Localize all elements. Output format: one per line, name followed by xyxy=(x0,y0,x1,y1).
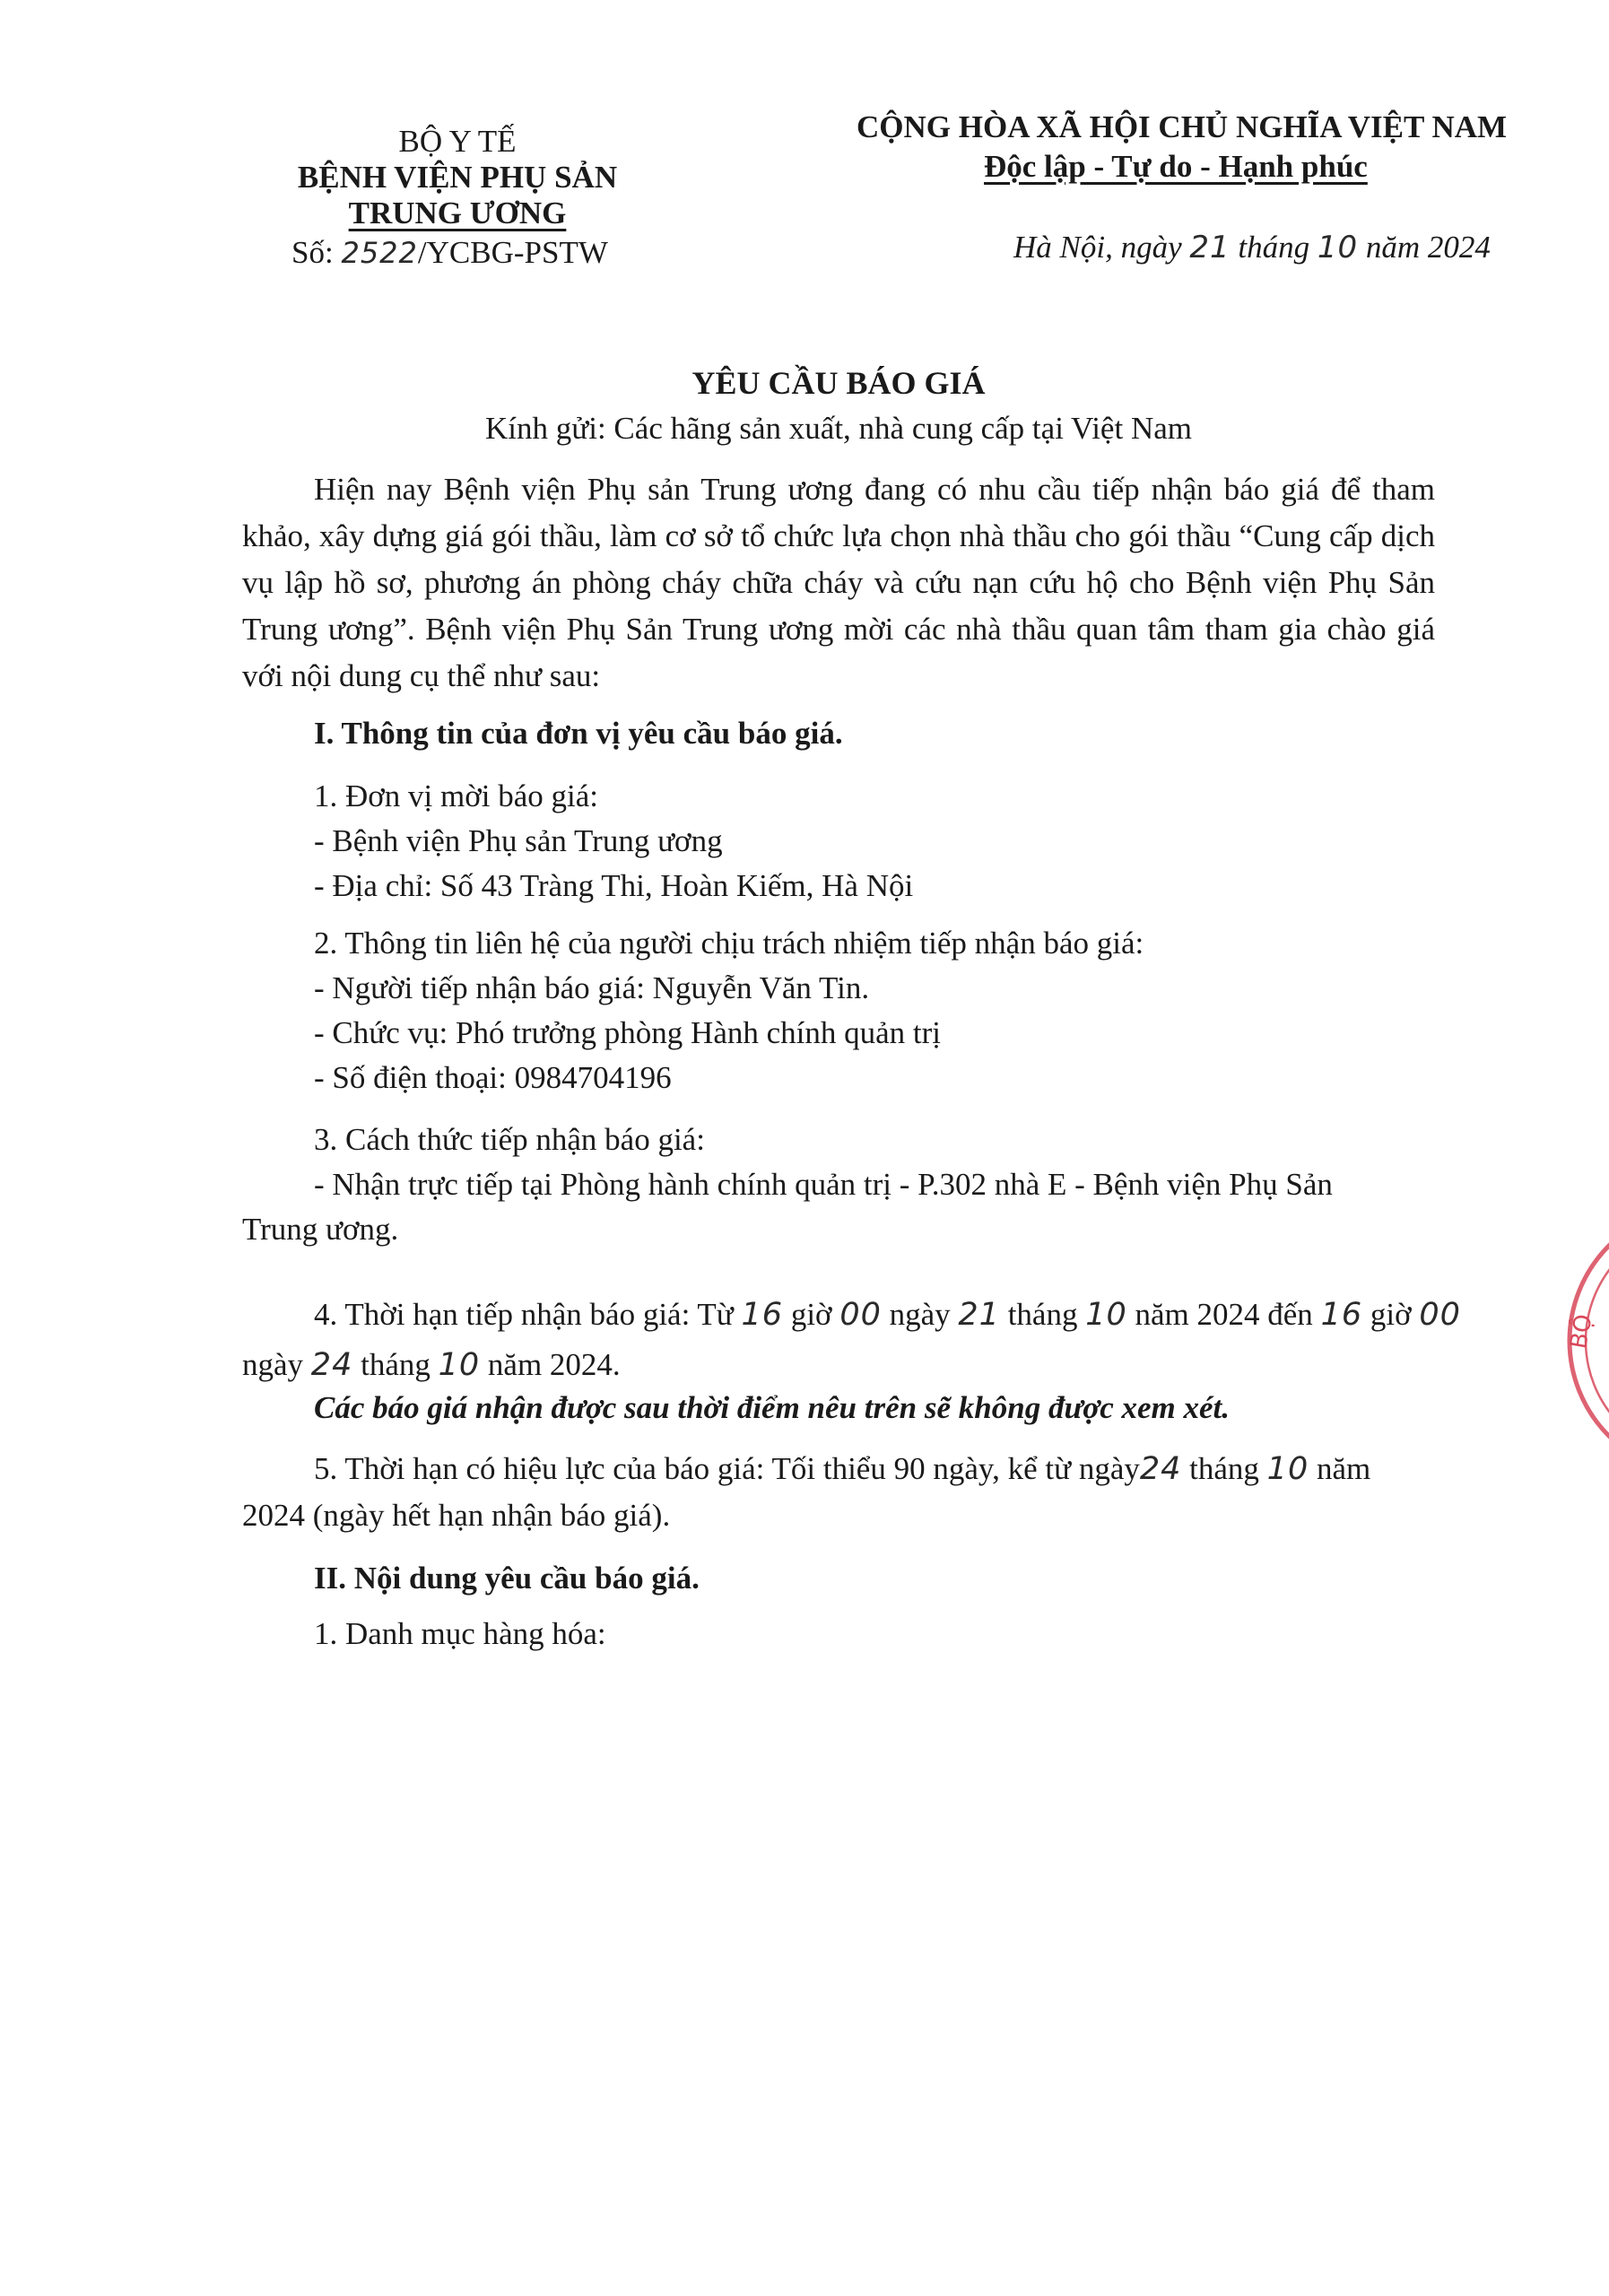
item5-handwritten: 10 xyxy=(1266,1451,1309,1487)
section1-item2-line: - Người tiếp nhận báo giá: Nguyễn Văn Tin. xyxy=(314,970,870,1005)
section1-item1-label: 1. Đơn vị mời báo giá: xyxy=(314,778,598,813)
item4-handwritten: 00 xyxy=(839,1297,882,1333)
doc-number-suffix: /YCBG-PSTW xyxy=(417,235,608,270)
date-year-label: năm 2024 xyxy=(1365,230,1491,265)
official-stamp xyxy=(1525,1202,1609,1480)
date-prefix: Hà Nội, ngày xyxy=(1013,230,1182,265)
date-day-handwritten: 21 xyxy=(1189,230,1231,265)
section1-item5-line1 xyxy=(314,1446,1370,1492)
item4-text: năm 2024. xyxy=(487,1347,621,1382)
item5-text: 5. Thời hạn có hiệu lực của báo giá: Tối thiểu 90 ngày, kể từ ngày xyxy=(314,1451,1140,1486)
date-month-handwritten: 10 xyxy=(1317,230,1359,265)
section1-item2-line: - Chức vụ: Phó trưởng phòng Hành chính quản trị xyxy=(314,1015,942,1050)
item5-handwritten: 24 xyxy=(1139,1451,1182,1487)
section2-item1-label: 1. Danh mục hàng hóa: xyxy=(314,1616,606,1651)
item4-handwritten: 10 xyxy=(438,1347,481,1383)
document-date xyxy=(1013,230,1491,265)
section1-item4-line1 xyxy=(314,1292,1461,1338)
item4-text: ngày xyxy=(889,1297,951,1332)
section1-item3-line1: - Nhận trực tiếp tại Phòng hành chính quản trị - P.302 nhà E - Bệnh viện Phụ Sản xyxy=(314,1167,1333,1202)
item4-text: giờ xyxy=(1370,1297,1412,1332)
stamp-text: BỘ xyxy=(1565,1312,1598,1352)
item4-handwritten: 21 xyxy=(958,1297,1000,1333)
item4-text: tháng xyxy=(361,1347,431,1382)
intro-paragraph: Hiện nay Bệnh viện Phụ sản Trung ương đang có nhu cầu tiếp nhận báo giá để tham khảo, xây dựng giá gói thầu, làm cơ sở tổ chức lựa chọn nhà thầu cho gói thầu “Cung cấp dịch vụ lập hồ sơ, phương án phòng cháy chữa cháy và cứu nạn cứu hộ cho Bệnh viện Phụ Sản Trung ương”. Bệnh viện Phụ Sản Trung ương mời các nhà thầu quan tâm tham gia chào giá với nội dung cụ thể như sau: xyxy=(242,472,1435,693)
section1-item4-note: Các báo giá nhận được sau thời điểm nêu trên sẽ không được xem xét. xyxy=(314,1390,1230,1425)
item4-handwritten: 24 xyxy=(310,1347,353,1383)
item5-text: tháng xyxy=(1189,1451,1259,1486)
item4-text: năm 2024 đến xyxy=(1135,1297,1313,1332)
section1-item2-label: 2. Thông tin liên hệ của người chịu trách nhiệm tiếp nhận báo giá: xyxy=(314,926,1144,961)
recipient-line: Kính gửi: Các hãng sản xuất, nhà cung cấp tại Việt Nam xyxy=(485,411,1192,446)
document-title: YÊU CẦU BÁO GIÁ xyxy=(691,365,986,401)
section1-item4-line2 xyxy=(242,1342,621,1388)
item4-text: ngày xyxy=(242,1347,304,1382)
country-name: CỘNG HÒA XÃ HỘI CHỦ NGHĨA VIỆT NAM xyxy=(857,109,1508,144)
section1-item5-line2: 2024 (ngày hết hạn nhận báo giá). xyxy=(242,1498,671,1533)
item5-text: năm xyxy=(1316,1451,1371,1486)
item4-text: 4. Thời hạn tiếp nhận báo giá: Từ xyxy=(314,1297,734,1332)
hospital-name-line1: BỆNH VIỆN PHỤ SẢN xyxy=(297,160,618,195)
national-motto: Độc lập - Tự do - Hạnh phúc xyxy=(984,149,1368,184)
doc-number-handwritten: 2522 xyxy=(341,236,418,270)
date-month-label: tháng xyxy=(1238,230,1310,265)
section1-heading: I. Thông tin của đơn vị yêu cầu báo giá. xyxy=(314,716,843,751)
item4-handwritten: 00 xyxy=(1419,1297,1461,1333)
section1-item2-line: - Số điện thoại: 0984704196 xyxy=(314,1060,672,1095)
section1-item1-line: - Bệnh viện Phụ sản Trung ương xyxy=(314,823,723,858)
document-number xyxy=(291,235,608,271)
section1-item3-line2: Trung ương. xyxy=(242,1212,399,1247)
section2-heading: II. Nội dung yêu cầu báo giá. xyxy=(314,1561,700,1596)
item4-handwritten: 16 xyxy=(1320,1297,1363,1333)
ministry-name: BỘ Y TẾ xyxy=(398,124,517,159)
item4-text: giờ xyxy=(790,1297,832,1332)
hospital-name-line2: TRUNG ƯƠNG xyxy=(348,196,567,230)
item4-handwritten: 16 xyxy=(741,1297,784,1333)
section1-item1-line: - Địa chỉ: Số 43 Tràng Thi, Hoàn Kiếm, Hà Nội xyxy=(314,868,914,903)
item4-text: tháng xyxy=(1007,1297,1078,1332)
item4-handwritten: 10 xyxy=(1085,1297,1127,1333)
section1-item3-label: 3. Cách thức tiếp nhận báo giá: xyxy=(314,1122,705,1157)
doc-number-prefix: Số: xyxy=(291,235,334,270)
